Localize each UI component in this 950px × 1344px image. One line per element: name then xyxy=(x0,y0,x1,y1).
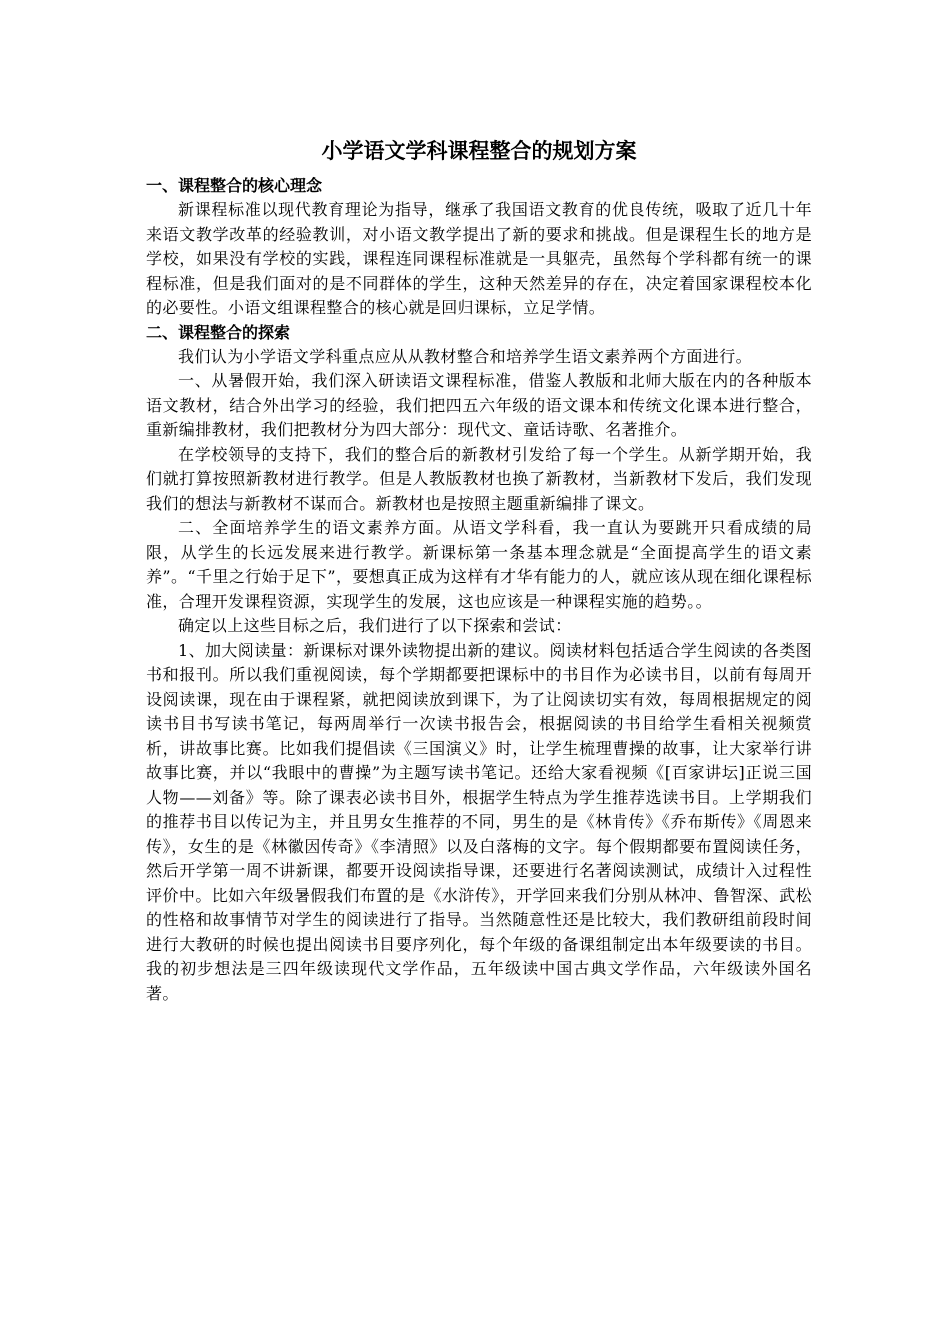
section-heading: 一、课程整合的核心理念 xyxy=(146,176,323,195)
paragraph: 一、从暑假开始，我们深入研读语文课程标准，借鉴人教版和北师大版在内的各种版本语文教材，结合外出学习的经验，我们把四五六年级的语文课本和传统文化课本进行整合，重新编排教材，我们把教材分为四大部分：现代文、童话诗歌、名著推介。 xyxy=(146,371,812,439)
paragraph: 二、全面培养学生的语文素养方面。从语文学科看，我一直认为要跳开只看成绩的局限，从学生的长远发展来进行教学。新课标第一条基本理念就是“全面提高学生的语文素养”。“千里之行始于足下”，要想真正成为这样有才华有能力的人，就应该从现在细化课程标准，合理开发课程资源，实现学生的发展，这也应该是一种课程实施的趋势。。 xyxy=(146,518,812,611)
section-exploration xyxy=(146,321,812,1007)
paragraph: 确定以上这些目标之后，我们进行了以下探索和尝试： xyxy=(178,616,572,635)
paragraph: 新课程标准以现代教育理论为指导，继承了我国语文教育的优良传统，吸取了近几十年来语文教学改革的经验教训，对小语文教学提出了新的要求和挑战。但是课程生长的地方是学校，如果没有学校的实践，课程连同课程标准就是一具躯壳，虽然每个学科都有统一的课程标准，但是我们面对的是不同群体的学生，这种天然差异的存在，决定着国家课程校本化的必要性。小语文组课程整合的核心就是回归课标，立足学情。 xyxy=(146,200,812,317)
paragraph: 我们认为小学语文学科重点应从从教材整合和培养学生语文素养两个方面进行。 xyxy=(178,346,753,366)
document-page xyxy=(146,136,812,1006)
paragraph: 在学校领导的支持下，我们的整合后的新教材引发给了每一个学生。从新学期开始，我们就打算按照新教材进行教学。但是人教版教材也换了新教材，当新教材下发后，我们发现我们的想法与新教材不谋而合。新教材也是按照主题重新编排了课文。 xyxy=(146,444,812,513)
page-title: 小学语文学科课程整合的规划方案 xyxy=(321,139,637,163)
paragraph: 1、加大阅读量：新课标对课外读物提出新的建议。阅读材料包括适合学生阅读的各类图书和报刊。所以我们重视阅读，每个学期都要把课标中的书目作为必读书目，以前有每周开设阅读课，现在由于课程紧，就把阅读放到课下，为了让阅读切实有效，每周根据规定的阅读书目书写读书笔记，每两周举行一次读书报告会，根据阅读的书目给学生看相关视频赏析，讲故事比赛。比如我们提倡读《三国演义》时，让学生梳理曹操的故事，让大家举行讲故事比赛，并以“我眼中的曹操”为主题写读书笔记。还给大家看视频《[百家讲坛]正说三国人物——刘备》等。除了课表必读书目外，根据学生特点为学生推荐选读书目。上学期我们的推荐书目以传记为主，并且男女生推荐的不同，男生的是《林肯传》《乔布斯传》《周恩来传》，女生的是《林徽因传奇》《李清照》以及白落梅的文字。每个假期都要布置阅读任务，然后开学第一周不讲新课，都要开设阅读指导课，还要进行名著阅读测试，成绩计入过程性评价中。比如六年级暑假我们布置的是《水浒传》，开学回来我们分别从林冲、鲁智深、武松的性格和故事情节对学生的阅读进行了指导。当然随意性还是比较大，我们教研组前段时间进行大教研的时候也提出阅读书目要序列化，每个年级的备课组制定出本年级要读的书目。我的初步想法是三四年级读现代文学作品，五年级读中国古典文学作品，六年级读外国名著。 xyxy=(146,640,812,1003)
section-heading: 二、课程整合的探索 xyxy=(146,322,291,342)
section-core-concept xyxy=(146,174,812,321)
